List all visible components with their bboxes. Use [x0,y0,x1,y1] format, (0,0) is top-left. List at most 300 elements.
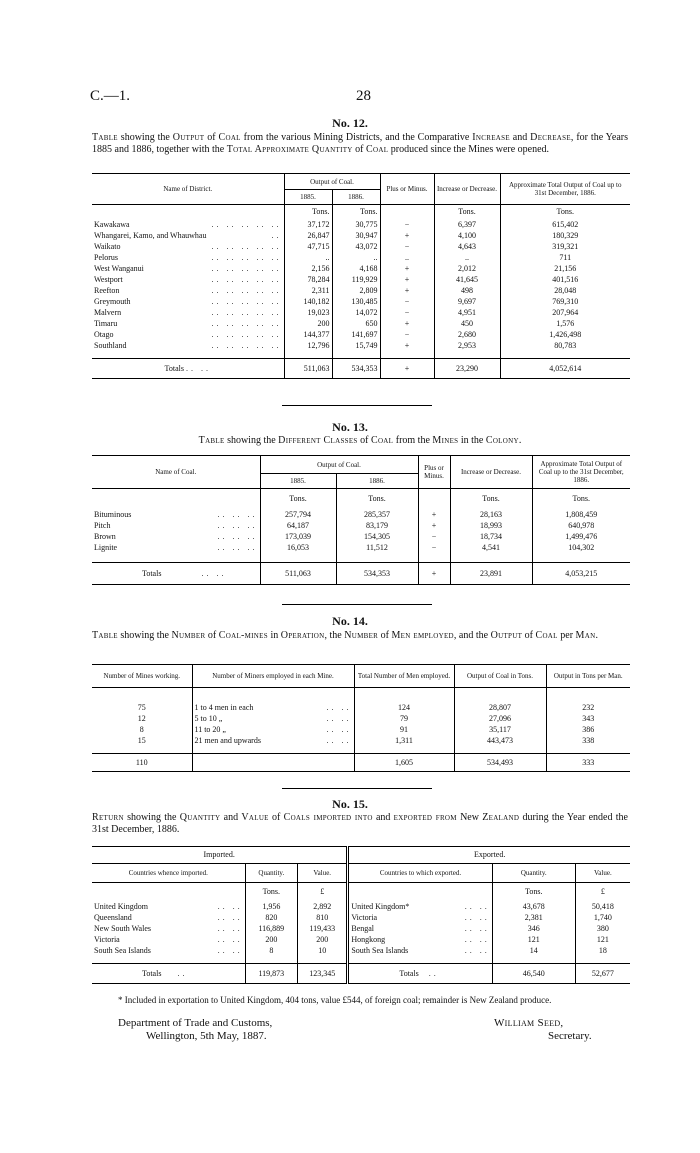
increase-decrease: 41,645 [434,274,500,285]
signature-dept: Department of Trade and Customs, [118,1017,273,1029]
export-value: 121 [575,934,630,945]
leader-dots: .. .. [326,702,352,712]
table-row [92,509,630,520]
district-name [92,285,284,296]
caption-segment: Coal-mines [218,630,268,641]
totals-approx: 4,053,215 [532,563,630,585]
plus-minus: − [380,329,434,340]
increase-decrease: 28,163 [450,509,532,520]
plus-minus: − [418,542,450,553]
leader-dots: .. .. .. .. .. [211,318,282,328]
district-name [92,307,284,318]
increase-decrease: 498 [434,285,500,296]
mines-count: 8 [139,724,144,734]
approx-total: 80,783 [500,340,630,351]
caption-segment: Value [241,812,269,823]
caption-segment: Mines [432,435,459,446]
output-1886: 285,357 [336,509,418,520]
men-employed: 79 [354,713,454,724]
totals-men: 1,605 [354,754,454,772]
caption-segment: from the various Mining Districts, and the Comparative [240,132,473,143]
spacer-cell [192,746,354,754]
spacer-cell [354,746,454,754]
import-value: 200 [298,934,348,945]
output-1886: 30,775 [332,219,380,230]
district-name [92,263,284,274]
leader-dots: .. .. .. .. .. [211,219,282,229]
leader-dots: .. .. .. .. .. [211,263,282,273]
col-export-qty-header: Quantity. [492,864,575,883]
leader-dots: .. .. .. .. .. [211,252,282,262]
leader-dots: .. .. [326,713,352,723]
caption-segment: Table [92,132,118,143]
increase-decrease: 4,951 [434,307,500,318]
output-1885: 12,796 [284,340,332,351]
approx-total: 1,426,498 [500,329,630,340]
table-row [92,934,630,945]
import-country [92,901,245,912]
leader-dots: .. .. .. [217,509,258,519]
divider [282,604,432,605]
miners-range [192,735,354,746]
leader-dots: .. .. [217,912,243,922]
spacer-cell [92,351,284,359]
caption-segment: during the Year ended the 31st December, 1886. [92,812,628,835]
increase-decrease: 18,993 [450,520,532,531]
leader-dots: .. .. [464,901,490,911]
totals-output: 534,493 [454,754,546,772]
caption-segment: of [204,132,219,143]
spacer-cell [450,553,532,563]
col-plusminus-header: Plus or Minus. [418,456,450,489]
leader-dots: .. .. [217,934,243,944]
approx-total: 615,402 [500,219,630,230]
output-1886: 650 [332,318,380,329]
import-value: 2,892 [298,901,348,912]
leader-dots: .. .. .. .. .. [211,241,282,251]
approx-total: 319,321 [500,241,630,252]
plus-minus: + [380,263,434,274]
country-label: United Kingdom [94,901,148,911]
caption-segment: Operation [280,630,325,641]
col-output-header: Output of Coal in Tons. [454,665,546,688]
spacer-cell [92,553,260,563]
district-name [92,219,284,230]
table-row [92,241,630,252]
spacer-cell [245,956,297,964]
col-export-value-header: Value. [575,864,630,883]
output-1885: 26,847 [284,230,332,241]
approx-total: 21,156 [500,263,630,274]
totals-1886: 534,353 [332,359,380,379]
table-row [92,296,630,307]
caption-segment: Men employed [391,630,454,641]
table-row [92,230,630,241]
caption-segment: Return [92,812,124,823]
approx-total: 180,329 [500,230,630,241]
caption-segment: Colony [485,435,519,446]
district-label: Whangarei, Kamo, and Whauwhau [94,230,207,240]
export-country [348,901,492,912]
table-13-caption [92,435,628,447]
col-1885-header: 1885. [284,190,332,205]
output-1885: 173,039 [260,531,336,542]
export-value: 18 [575,945,630,956]
import-value: 119,433 [298,923,348,934]
leader-dots: .. .. [217,945,243,955]
col-district-header: Name of District. [92,174,284,205]
divider [282,788,432,789]
signature-place-date: Wellington, 5th May, 1887. [146,1030,267,1042]
district-name [92,296,284,307]
miners-range [192,702,354,713]
output-tons: 35,117 [454,724,546,735]
export-quantity: 346 [492,923,575,934]
miners-range [192,713,354,724]
output-1885: 140,182 [284,296,332,307]
district-label: Kawakawa [94,219,130,229]
import-quantity: 116,889 [245,923,297,934]
col-output-header: Output of Coal. [284,174,380,190]
table-row [92,340,630,351]
caption-segment: and [372,812,394,823]
approx-total: 711 [500,252,630,263]
plus-minus: − [380,241,434,252]
district-label: Malvern [94,307,122,317]
spacer-cell [92,746,192,754]
totals-approx: 4,052,614 [500,359,630,379]
col-output-header: Output of Coal. [260,456,418,474]
mines-count: 12 [137,713,146,723]
caption-segment: Output [172,132,205,143]
output-1885: .. [284,252,332,263]
district-label: Southland [94,340,127,350]
caption-segment: of [352,144,367,155]
output-1886: 154,305 [336,531,418,542]
import-country [92,945,245,956]
export-value: 380 [575,923,630,934]
caption-segment: showing the [117,630,172,641]
caption-segment: New [456,812,483,823]
table-15 [92,846,630,984]
district-label: Otago [94,329,114,339]
table-row [92,702,630,713]
caption-segment: produced since the Mines were opened. [388,144,550,155]
district-label: Greymouth [94,296,131,306]
col-mines-header: Number of Mines working. [92,665,192,688]
unit-label: Tons. [260,489,336,509]
leader-dots: .. .. .. [217,531,258,541]
output-per-man: 338 [546,735,630,746]
caption-segment: Increase [472,132,510,143]
plus-minus: + [380,318,434,329]
totals-plusminus: + [418,563,450,585]
spacer-cell [434,351,500,359]
spacer-cell [298,956,348,964]
caption-segment: of [205,630,219,641]
caption-segment: Zealand [482,812,520,823]
caption-segment: in [267,630,281,641]
increase-decrease: 18,734 [450,531,532,542]
coal-name [92,542,260,553]
import-totals-qty: 119,873 [245,964,297,984]
table-row [92,945,630,956]
leader-dots: .. .. [464,912,490,922]
spacer-row [92,351,630,359]
approx-total: 1,499,476 [532,531,630,542]
page-number: 28 [356,88,371,104]
unit-label: Tons. [332,205,380,219]
caption-segment: Total Approximate Quantity [226,144,353,155]
caption-segment: Coal [370,435,394,446]
country-label: South Sea Islands [351,945,409,955]
col-name-header: Name of Coal. [92,456,260,489]
district-label: Timaru [94,318,118,328]
district-label: Westport [94,274,123,284]
col-1885-header: 1885. [260,474,336,489]
table-12-number: No. 12. [332,116,368,130]
table-12 [92,173,630,379]
coal-name [92,509,260,520]
output-1885: 78,284 [284,274,332,285]
unit-label: Tons. [336,489,418,509]
caption-segment: Coals imported into [283,812,373,823]
plus-minus: − [380,219,434,230]
imported-header: Imported. [92,847,348,864]
caption-segment: and [509,132,531,143]
import-country [92,912,245,923]
export-quantity: 14 [492,945,575,956]
approx-total: 401,516 [500,274,630,285]
output-1885: 37,172 [284,219,332,230]
table-row [92,274,630,285]
plus-minus: + [418,509,450,520]
table-15-number: No. 15. [332,797,368,811]
col-approx-header: Approximate Total Output of Coal up to 31st December, 1886. [500,174,630,205]
output-1886: 119,929 [332,274,380,285]
caption-segment: Coal [366,144,389,155]
leader-dots: .. .. [217,901,243,911]
caption-segment: Different Classes [278,435,358,446]
spacer-cell [418,553,450,563]
output-tons: 27,096 [454,713,546,724]
caption-segment: in the [458,435,486,446]
col-incdec-header: Increase or Decrease. [450,456,532,489]
col-1886-header: 1886. [332,190,380,205]
page-series: C.—1. [90,88,131,104]
district-name [92,340,284,351]
caption-segment: of [268,812,284,823]
table-row [92,520,630,531]
plus-minus: − [418,531,450,542]
export-totals-qty: 46,540 [492,964,575,984]
spacer-cell [348,956,492,964]
output-1885: 47,715 [284,241,332,252]
table-14 [92,664,630,772]
increase-decrease: 450 [434,318,500,329]
import-quantity: 1,956 [245,901,297,912]
caption-segment: Coal [535,630,558,641]
leader-dots: .. .. .. [217,542,258,552]
spacer-row [92,956,630,964]
approx-total: 769,310 [500,296,630,307]
output-per-man: 386 [546,724,630,735]
increase-decrease: 4,100 [434,230,500,241]
table-row [92,735,630,746]
table-row [92,724,630,735]
approx-total: 207,964 [500,307,630,318]
export-country [348,934,492,945]
unit-label: Tons. [434,205,500,219]
output-1886: 130,485 [332,296,380,307]
leader-dots: .. .. [326,735,352,745]
import-totals-value: 123,345 [298,964,348,984]
table-row [92,901,630,912]
export-totals-label: Totals .. [348,964,492,984]
col-men-header: Total Number of Men employed. [354,665,454,688]
leader-dots: .. .. .. [217,520,258,530]
import-country [92,923,245,934]
country-label: Hongkong [351,934,386,944]
spacer-cell [500,351,630,359]
unit-label: Tons. [492,883,575,901]
country-label: United Kingdom* [351,901,410,911]
col-miners-header: Number of Miners employed in each Mine. [192,665,354,688]
output-1886: 2,809 [332,285,380,296]
leader-dots: .. .. [326,724,352,734]
spacer-cell [492,956,575,964]
coal-label: Brown [94,531,116,541]
footnote: * Included in exportation to United Kingdom, 404 tons, value £544, of foreign coal; remainder is New Zealand produce. [118,995,552,1005]
leader-dots: .. .. [217,923,243,933]
district-name [92,230,284,241]
export-country [348,923,492,934]
caption-segment: Number [171,630,206,641]
output-1886: 11,512 [336,542,418,553]
plus-minus: − [380,296,434,307]
approx-total: 104,302 [532,542,630,553]
totals-per-man: 333 [546,754,630,772]
table-row [92,252,630,263]
caption-segment: per [557,630,576,641]
table-15-caption [92,812,628,836]
export-quantity: 121 [492,934,575,945]
caption-segment: Output [490,630,523,641]
increase-decrease: .. [434,252,500,263]
spacer-cell [284,351,332,359]
coal-label: Lignite [94,542,118,552]
country-label: Queensland [94,912,132,922]
totals-label: Totals .. .. [92,359,284,379]
spacer-cell [546,746,630,754]
district-name [92,329,284,340]
leader-dots: .. .. .. .. .. [211,307,282,317]
output-1885: 2,311 [284,285,332,296]
spacer-cell [92,956,245,964]
plus-minus: + [380,230,434,241]
district-name [92,252,284,263]
caption-segment: showing the [117,132,173,143]
export-country [348,912,492,923]
unit-label: £ [298,883,348,901]
country-label: Bengal [351,923,375,933]
table-12-caption [92,132,628,156]
totals-mines: 110 [92,754,192,772]
leader-dots: .. .. .. .. .. [211,340,282,350]
output-1885: 64,187 [260,520,336,531]
output-1886: 43,072 [332,241,380,252]
import-quantity: 820 [245,912,297,923]
totals-incdec: 23,891 [450,563,532,585]
plus-minus: .. [380,252,434,263]
export-value: 1,740 [575,912,630,923]
output-1886: 4,168 [332,263,380,274]
miners-range [192,724,354,735]
caption-segment: Table [198,435,225,446]
caption-segment: Number [344,630,379,641]
table-14-caption [92,630,628,642]
plus-minus: + [418,520,450,531]
increase-decrease: 4,643 [434,241,500,252]
table-row [92,219,630,230]
caption-segment: of [357,435,371,446]
caption-segment: showing the [123,812,180,823]
output-1885: 257,794 [260,509,336,520]
import-country [92,934,245,945]
export-country [348,945,492,956]
col-1886-header: 1886. [336,474,418,489]
unit-label: Tons. [532,489,630,509]
output-1886: .. [332,252,380,263]
increase-decrease: 2,012 [434,263,500,274]
increase-decrease: 4,541 [450,542,532,553]
coal-name [92,520,260,531]
output-1885: 200 [284,318,332,329]
divider [282,405,432,406]
leader-dots: .. .. [464,945,490,955]
unit-label: £ [575,883,630,901]
miners-label: 11 to 20 „ [194,724,226,734]
unit-label: Tons. [284,205,332,219]
caption-segment: Coal [218,132,241,143]
table-row [92,713,630,724]
col-incdec-header: Increase or Decrease. [434,174,500,205]
totals-plusminus: + [380,359,434,379]
table-14-number: No. 14. [332,614,368,628]
plus-minus: − [380,307,434,318]
men-employed: 1,311 [354,735,454,746]
import-quantity: 8 [245,945,297,956]
district-name [92,274,284,285]
plus-minus: + [380,285,434,296]
caption-segment: exported from [393,812,457,823]
totals-1885: 511,063 [260,563,336,585]
district-label: Reefton [94,285,120,295]
table-row [92,329,630,340]
caption-segment: . [595,630,598,641]
leader-dots: .. .. .. .. .. [211,329,282,339]
totals-label: Totals .. .. [92,563,260,585]
caption-segment: , and the [453,630,491,641]
caption-segment: Decrease [530,132,571,143]
col-from-header: Countries whence imported. [92,864,245,883]
unit-label: Tons. [500,205,630,219]
table-row [92,542,630,553]
increase-decrease: 2,680 [434,329,500,340]
col-approx-header: Approximate Total Output of Coal up to the 31st December, 1886. [532,456,630,489]
output-1885: 16,053 [260,542,336,553]
plus-minus: + [380,340,434,351]
